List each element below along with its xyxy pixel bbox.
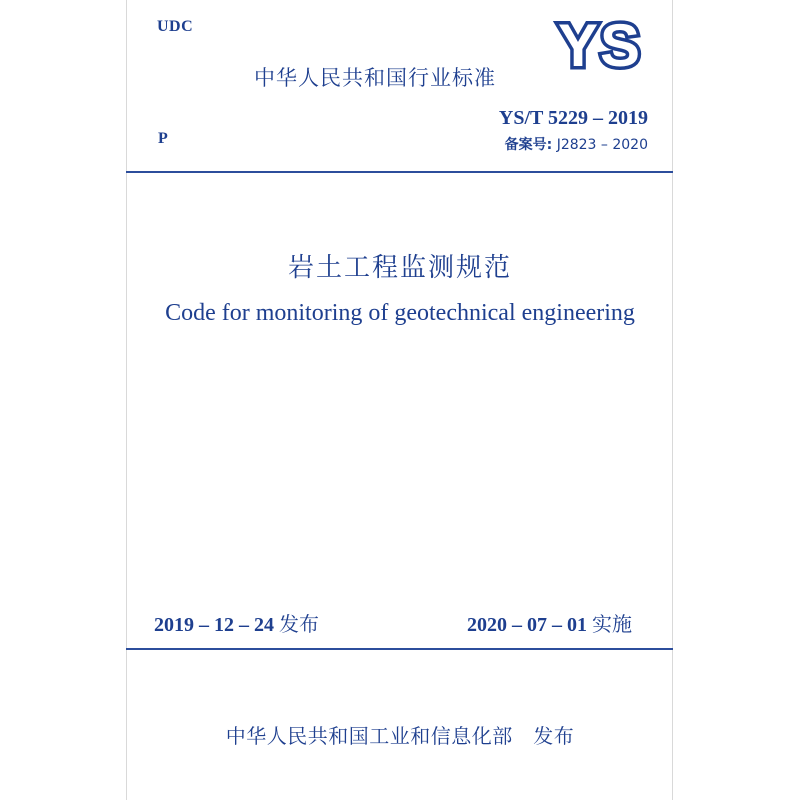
filing-number	[505, 134, 648, 154]
implementation-date-label: 实施	[592, 612, 632, 636]
publisher-line: 中华人民共和国工业和信息化部 发布	[225, 724, 575, 748]
issue-date-label: 发布	[279, 612, 319, 636]
title-english: Code for monitoring of geotechnical engineering	[165, 300, 635, 326]
classification-code: P	[158, 130, 168, 147]
industry-standard-heading: 中华人民共和国行业标准	[254, 66, 496, 90]
top-divider	[126, 171, 673, 173]
implementation-date-value: 2020 – 07 – 01	[467, 614, 587, 636]
udc-label: UDC	[157, 18, 194, 35]
title-chinese: 岩土工程监测规范	[287, 253, 512, 283]
issue-date	[154, 608, 319, 637]
ys-logo-text: YS	[557, 14, 643, 76]
filing-label: 备案号:	[504, 137, 553, 153]
ys-logo	[546, 14, 654, 76]
implementation-date	[467, 608, 632, 637]
bottom-divider	[126, 648, 673, 650]
issue-date-value: 2019 – 12 – 24	[154, 614, 274, 636]
filing-value: J2823 – 2020	[556, 137, 648, 153]
standard-code: YS/T 5229 – 2019	[498, 107, 648, 129]
